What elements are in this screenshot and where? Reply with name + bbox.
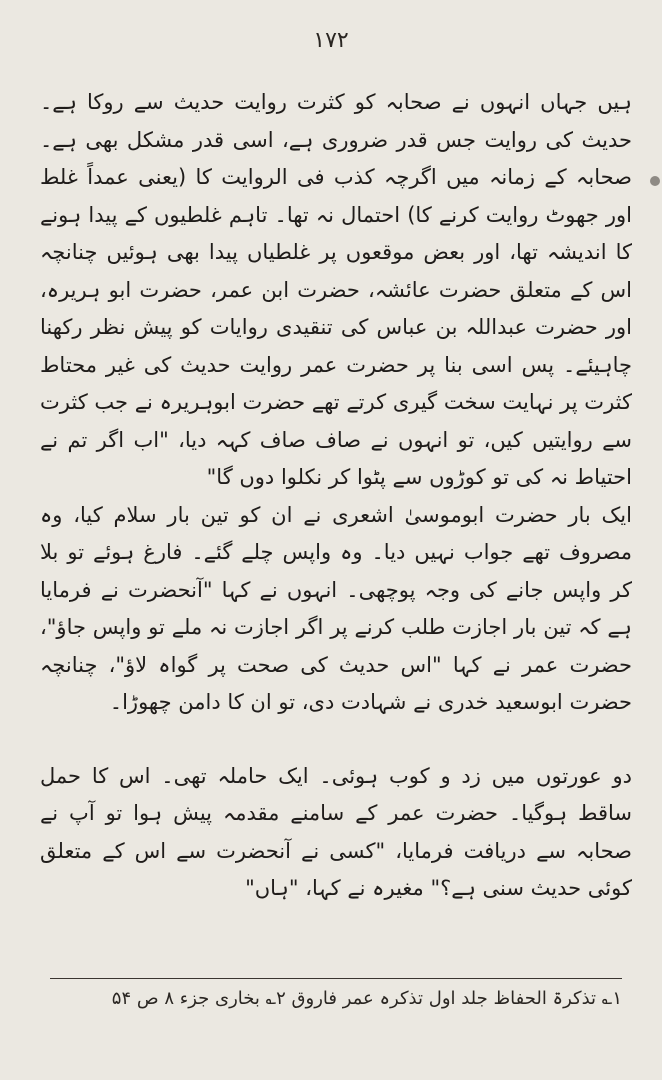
- footnote-divider: [50, 978, 622, 979]
- body-text: [40, 84, 632, 908]
- paragraph-gap: [40, 722, 632, 758]
- paragraph-1: ہیں جہاں انہوں نے صحابہ کو کثرت روایت حدیث سے روکا ہے۔ حدیث کی روایت جس قدر ضروری ہے، اسی قدر مشکل بھی ہے۔ صحابہ کے زمانہ میں اگرچہ کذب فی الروایت کا (یعنی عمداً غلط اور جھوٹ روایت کرنے کا) احتمال نہ تھا۔ تاہم غلطیوں کے پیدا ہونے کا اندیشہ تھا، اور بعض موقعوں پر غلطیاں پیدا بھی ہوئیں چنانچہ اس کے متعلق حضرت عائشہ، حضرت ابن عمر، حضرت ابو ہریرہ، اور حضرت عبداللہ بن عباس کی تنقیدی روایات کو پیش نظر رکھنا چاہیئے۔ پس اسی بنا پر حضرت عمر روایت حدیث کی غیر محتاط کثرت پر نہایت سخت گیری کرتے تھے حضرت ابوہریرہ نے جب کثرت سے روایتیں کیں، تو انہوں نے صاف صاف کہہ دیا، "اب اگر تم نے احتیاط نہ کی تو کوڑوں سے پٹوا کر نکلوا دوں گا": [40, 90, 632, 489]
- paragraph-2: ایک بار حضرت ابوموسیٰ اشعری نے ان کو تین بار سلام کیا، وہ مصروف تھے جواب نہیں دیا۔ وہ واپس چلے گئے۔ فارغ ہوئے تو بلا کر واپس جانے کی وجہ پوچھی۔ انہوں نے کہا "آنحضرت نے فرمایا ہے کہ تین بار اجازت طلب کرنے پر اگر اجازت نہ ملے تو واپس جاؤ"، حضرت عمر نے کہا "اس حدیث کی صحت پر گواہ لاؤ"، چنانچہ حضرت ابوسعید خدری نے شہادت دی، تو ان کا دامن چھوڑا۔: [40, 502, 632, 714]
- page-number: ۱۷۲: [313, 28, 349, 53]
- footnote: ۱؎ تذکرۃ الحفاظ جلد اول تذکرہ عمر فاروق ۲؎ بخاری جزء ۸ ص ۵۴: [111, 988, 622, 1009]
- paragraph-3: دو عورتوں میں زد و کوب ہوئی۔ ایک حاملہ تھی۔ اس کا حمل ساقط ہوگیا۔ حضرت عمر کے سامنے مقدمہ پیش ہوا تو آپ نے صحابہ سے دریافت فرمایا، "کسی نے آنحضرت سے اس کے متعلق کوئی حدیث سنی ہے؟" مغیرہ نے کہا، "ہاں": [40, 763, 632, 900]
- binding-hole-mark: [650, 176, 660, 186]
